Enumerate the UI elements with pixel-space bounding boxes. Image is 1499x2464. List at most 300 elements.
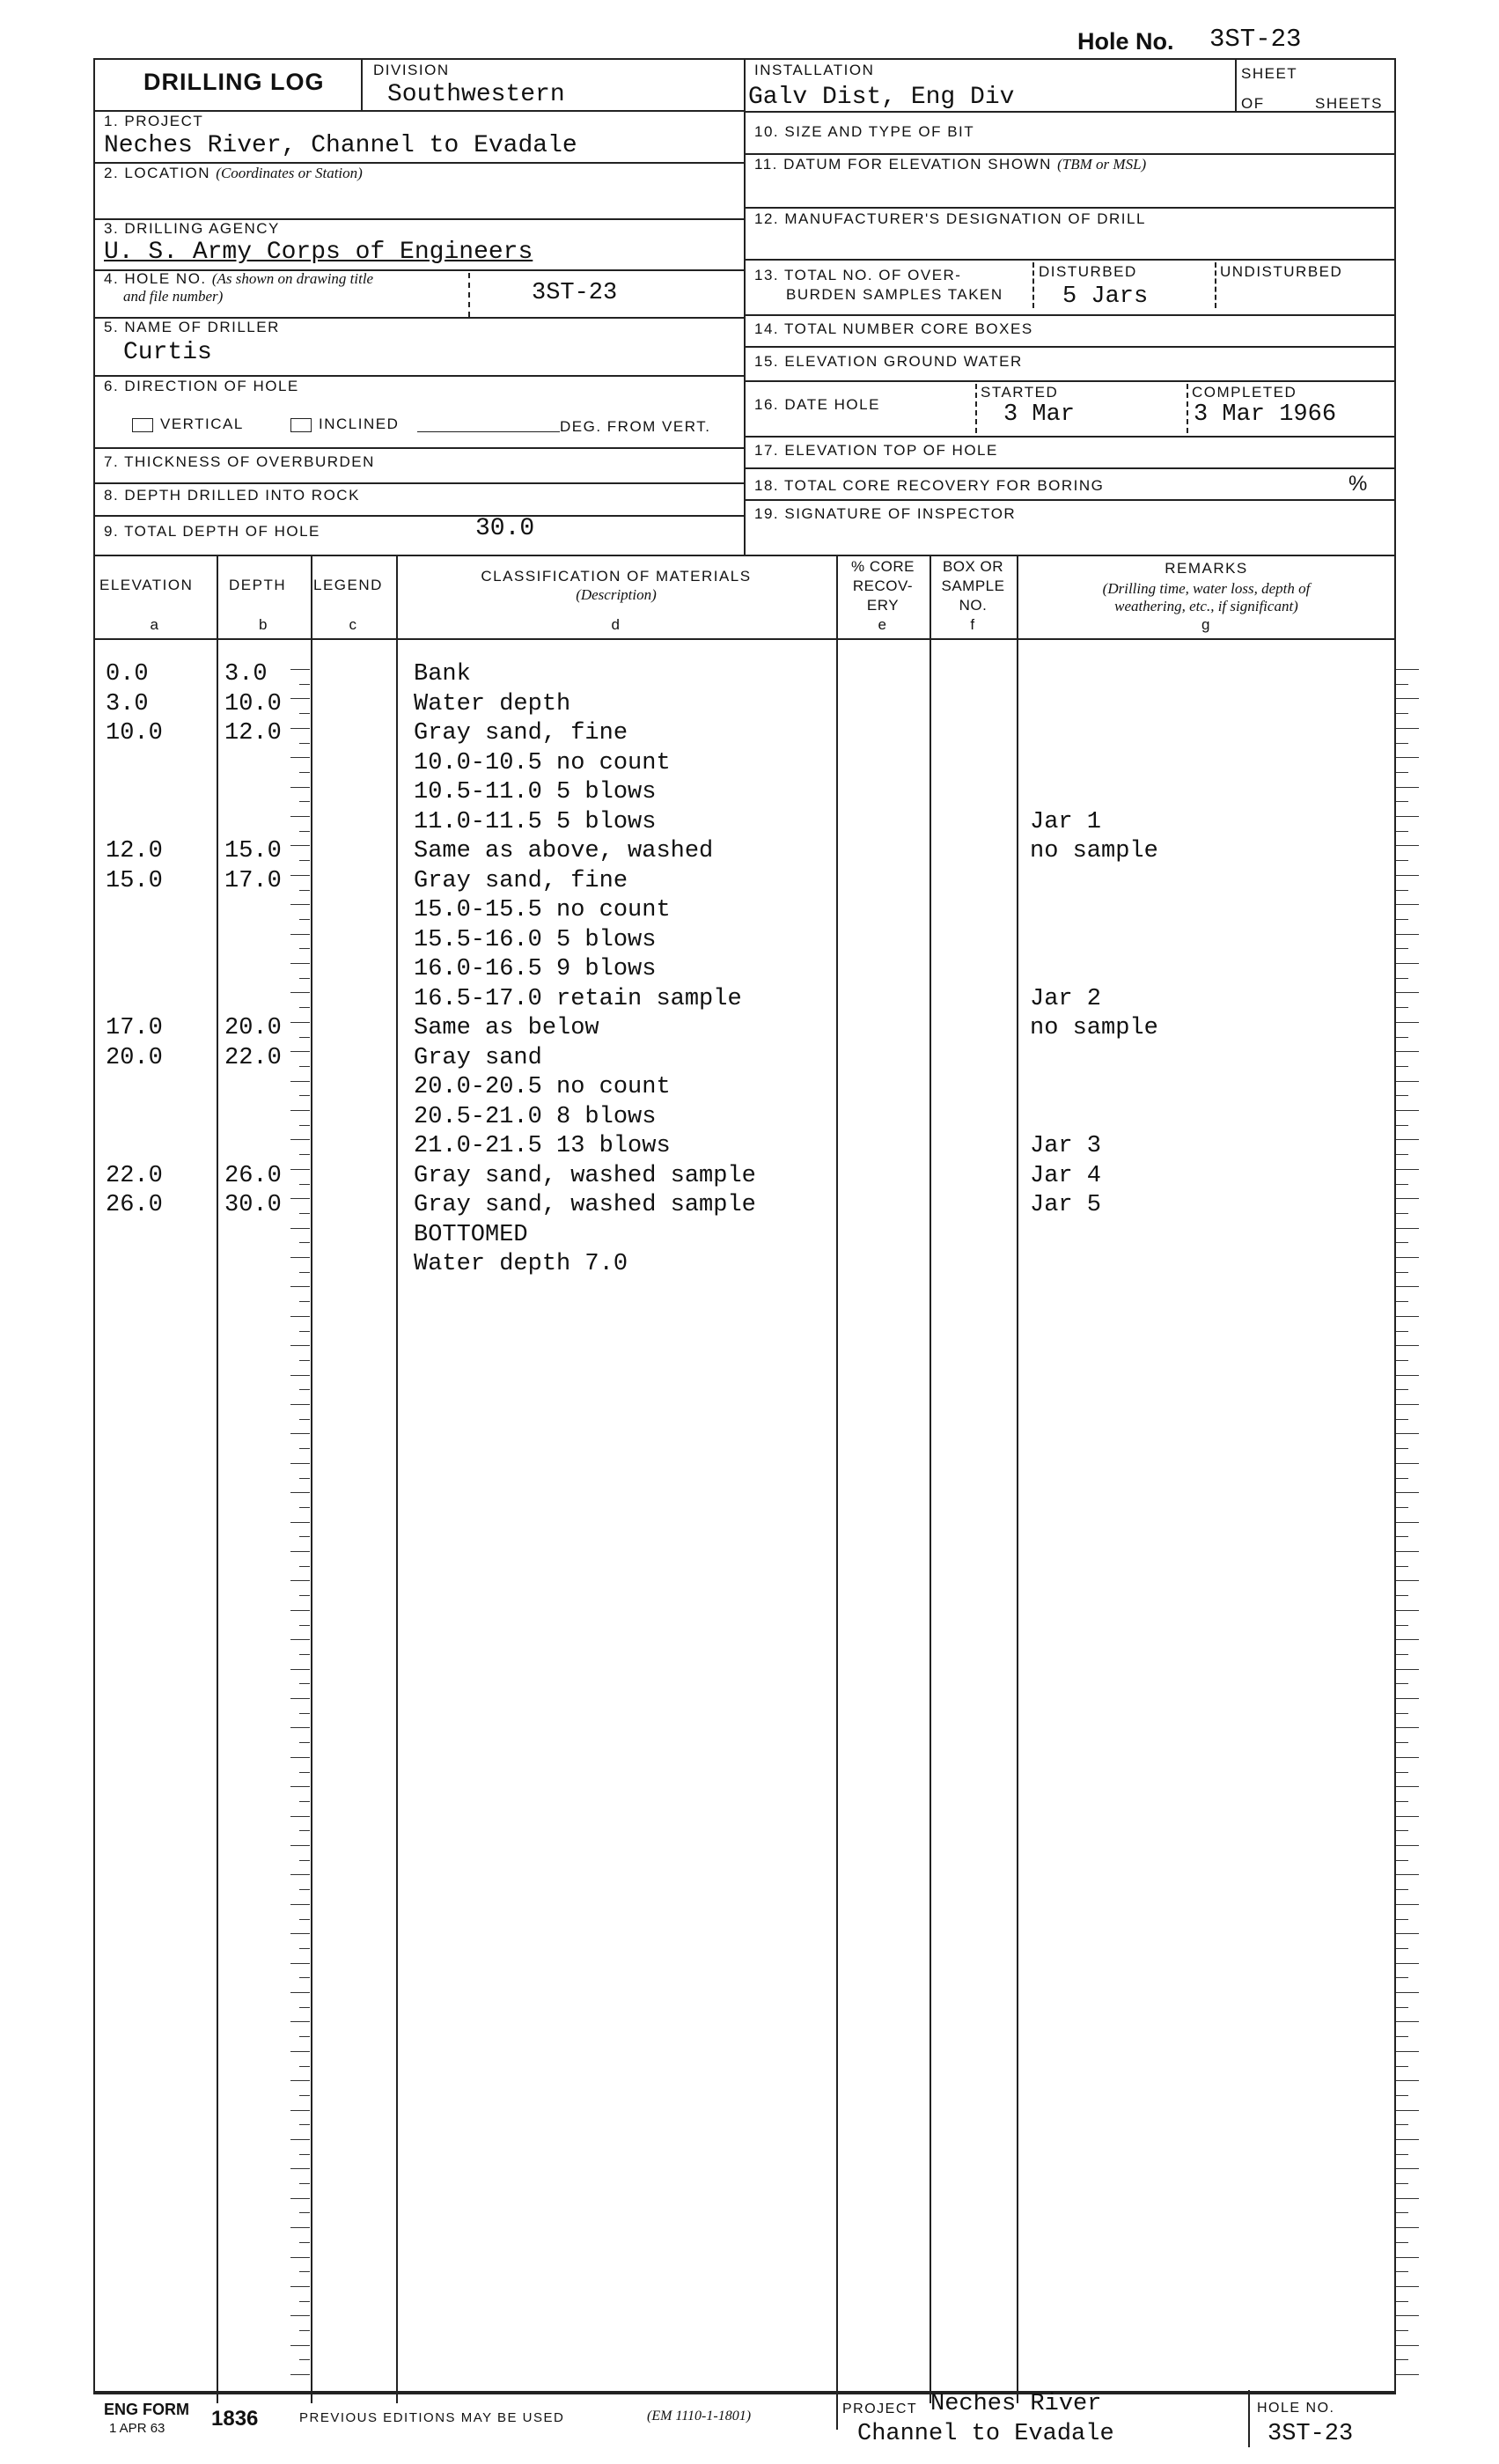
depth-tick bbox=[290, 1257, 310, 1258]
margin-tick bbox=[1396, 2330, 1408, 2331]
margin-tick bbox=[1396, 2271, 1408, 2272]
col-classification: CLASSIFICATION OF MATERIALS bbox=[481, 568, 752, 585]
depth-tick bbox=[299, 2183, 310, 2184]
margin-tick bbox=[1396, 2139, 1419, 2140]
margin-tick bbox=[1396, 860, 1408, 861]
margin-tick bbox=[1396, 2095, 1408, 2096]
installation-value: Galv Dist, Eng Div bbox=[748, 84, 1015, 111]
depth-tick bbox=[299, 2007, 310, 2008]
footer-project-label: PROJECT bbox=[842, 2401, 918, 2416]
footer-form: ENG FORM bbox=[104, 2401, 189, 2418]
footer-form-no: 1836 bbox=[211, 2407, 259, 2431]
recovery-label: 18. TOTAL CORE RECOVERY FOR BORING bbox=[754, 477, 1105, 494]
col-remarks: REMARKS bbox=[1165, 560, 1248, 577]
depth-tick bbox=[299, 1331, 310, 1332]
margin-tick bbox=[1396, 1948, 1408, 1949]
depth-tick bbox=[290, 1727, 310, 1728]
margin-tick bbox=[1396, 1551, 1419, 1552]
margin-tick bbox=[1396, 1404, 1419, 1405]
margin-tick bbox=[1396, 831, 1408, 832]
depth-tick bbox=[299, 1213, 310, 1214]
signature-label: 19. SIGNATURE OF INSPECTOR bbox=[754, 505, 1017, 522]
col-letter-c: c bbox=[349, 616, 358, 633]
col-letter-a: a bbox=[150, 616, 160, 633]
margin-tick bbox=[1396, 2168, 1419, 2169]
margin-tick bbox=[1396, 1522, 1419, 1523]
margin-tick bbox=[1396, 1933, 1419, 1934]
margin-tick bbox=[1396, 1419, 1408, 1420]
margin-tick bbox=[1396, 787, 1419, 788]
depth-tick bbox=[290, 1228, 310, 1229]
depth-tick bbox=[290, 875, 310, 876]
margin-tick bbox=[1396, 1977, 1408, 1978]
margin-tick bbox=[1396, 1816, 1419, 1817]
margin-tick bbox=[1396, 1272, 1408, 1273]
footer-project-line1: Neches River bbox=[930, 2391, 1102, 2417]
vertical-option[interactable]: VERTICAL bbox=[132, 416, 244, 433]
margin-tick bbox=[1396, 2007, 1408, 2008]
margin-tick bbox=[1396, 2374, 1419, 2375]
margin-tick bbox=[1396, 2036, 1408, 2037]
margin-tick bbox=[1396, 2066, 1408, 2067]
col-core-3: ERY bbox=[866, 597, 900, 614]
footer-em: (EM 1110-1-1801) bbox=[647, 2409, 752, 2424]
margin-tick bbox=[1396, 1772, 1408, 1773]
row-description: Bank bbox=[414, 661, 471, 688]
depth-tick bbox=[299, 1007, 310, 1008]
elev-top-label: 17. ELEVATION TOP OF HOLE bbox=[754, 442, 998, 459]
division-label: DIVISION bbox=[373, 62, 450, 78]
depth-tick bbox=[299, 1272, 310, 1273]
depth-tick bbox=[290, 1433, 310, 1434]
disturbed-label: DISTURBED bbox=[1039, 263, 1137, 280]
depth-tick bbox=[290, 1110, 310, 1111]
margin-tick bbox=[1396, 1683, 1408, 1684]
margin-tick bbox=[1396, 1286, 1419, 1287]
depth-tick bbox=[290, 1022, 310, 1023]
margin-tick bbox=[1396, 1874, 1419, 1875]
col-box-3: NO. bbox=[959, 597, 988, 614]
col-box-1: BOX OR bbox=[942, 558, 1004, 575]
hole-no-label: Hole No. bbox=[1077, 28, 1174, 55]
row-description: Gray sand, washed sample bbox=[414, 1163, 756, 1189]
margin-tick bbox=[1396, 2124, 1408, 2125]
margin-tick bbox=[1396, 1492, 1419, 1493]
depth-tick bbox=[290, 1639, 310, 1640]
margin-tick bbox=[1396, 1860, 1408, 1861]
margin-tick bbox=[1396, 1566, 1408, 1567]
row-remark: no sample bbox=[1030, 1015, 1158, 1041]
holeno-value: 3ST-23 bbox=[532, 280, 618, 306]
depth-tick bbox=[299, 1095, 310, 1096]
depth-tick bbox=[290, 992, 310, 993]
row-depth: 15.0 bbox=[224, 838, 282, 864]
margin-tick bbox=[1396, 992, 1419, 993]
inclined-option[interactable]: INCLINED bbox=[290, 416, 399, 433]
driller-label: 5. NAME OF DRILLER bbox=[104, 319, 280, 335]
margin-tick bbox=[1396, 1433, 1419, 1434]
depth-tick bbox=[290, 1316, 310, 1317]
started-value: 3 Mar bbox=[1003, 401, 1076, 428]
row-depth: 22.0 bbox=[224, 1045, 282, 1071]
depth-tick bbox=[299, 1801, 310, 1802]
row-description: 16.5-17.0 retain sample bbox=[414, 986, 742, 1012]
margin-tick bbox=[1396, 757, 1419, 758]
margin-tick bbox=[1396, 1801, 1408, 1802]
margin-tick bbox=[1396, 2212, 1408, 2213]
margin-tick bbox=[1396, 1580, 1419, 1581]
hole-no-value: 3ST-23 bbox=[1209, 25, 1302, 54]
margin-tick bbox=[1396, 1742, 1408, 1743]
margin-tick bbox=[1396, 728, 1419, 729]
row-description: Water depth 7.0 bbox=[414, 1251, 628, 1277]
row-elevation: 0.0 bbox=[106, 661, 149, 688]
depth-tick bbox=[290, 1463, 310, 1464]
margin-tick bbox=[1396, 669, 1419, 670]
depth-tick bbox=[299, 1419, 310, 1420]
margin-tick bbox=[1396, 904, 1419, 905]
depth-tick bbox=[290, 1404, 310, 1405]
margin-tick bbox=[1396, 801, 1408, 802]
inclined-checkbox[interactable] bbox=[290, 418, 312, 432]
margin-tick bbox=[1396, 1845, 1419, 1846]
margin-tick bbox=[1396, 1242, 1408, 1243]
margin-tick bbox=[1396, 1125, 1408, 1126]
margin-tick bbox=[1396, 1904, 1419, 1905]
row-description: Water depth bbox=[414, 691, 571, 717]
margin-tick bbox=[1396, 1316, 1419, 1317]
depth-tick bbox=[299, 1125, 310, 1126]
deg-label: DEG. FROM VERT. bbox=[560, 418, 711, 435]
row-remark: Jar 4 bbox=[1030, 1163, 1102, 1189]
disturbed-value: 5 Jars bbox=[1062, 283, 1149, 310]
depth-tick bbox=[299, 948, 310, 949]
depth-tick bbox=[290, 1845, 310, 1846]
row-description: Same as above, washed bbox=[414, 838, 714, 864]
margin-tick bbox=[1396, 1184, 1408, 1185]
margin-tick bbox=[1396, 1037, 1408, 1038]
row-description: Gray sand, fine bbox=[414, 720, 628, 747]
col-remarks-note-1: (Drilling time, water loss, depth of bbox=[1102, 580, 1311, 597]
depth-tick bbox=[299, 860, 310, 861]
depth-tick bbox=[290, 2110, 310, 2111]
margin-tick bbox=[1396, 845, 1419, 846]
row-description: Same as below bbox=[414, 1015, 599, 1041]
col-letter-g: g bbox=[1201, 616, 1211, 633]
margin-tick bbox=[1396, 684, 1408, 685]
total-depth-label: 9. TOTAL DEPTH OF HOLE bbox=[104, 523, 320, 540]
depth-tick bbox=[290, 2315, 310, 2316]
depth-tick bbox=[299, 1360, 310, 1361]
margin-tick bbox=[1396, 1066, 1408, 1067]
row-description: Gray sand, fine bbox=[414, 868, 628, 894]
row-elevation: 10.0 bbox=[106, 720, 163, 747]
depth-tick bbox=[290, 1051, 310, 1052]
footer-form-date: 1 APR 63 bbox=[109, 2421, 165, 2436]
depth-tick bbox=[290, 963, 310, 964]
margin-tick bbox=[1396, 1639, 1419, 1640]
margin-tick bbox=[1396, 1448, 1408, 1449]
depth-tick bbox=[299, 1742, 310, 1743]
depth-tick bbox=[299, 1448, 310, 1449]
depth-tick bbox=[290, 2198, 310, 2199]
depth-tick bbox=[299, 919, 310, 920]
depth-tick bbox=[299, 1889, 310, 1890]
row-depth: 10.0 bbox=[224, 691, 282, 717]
completed-label: COMPLETED bbox=[1192, 384, 1297, 401]
margin-tick bbox=[1396, 1154, 1408, 1155]
col-elevation: ELEVATION bbox=[99, 577, 194, 593]
of-label: OF bbox=[1241, 95, 1265, 112]
form-title: DRILLING LOG bbox=[143, 69, 325, 95]
row-depth: 20.0 bbox=[224, 1015, 282, 1041]
margin-tick bbox=[1396, 1963, 1419, 1964]
depth-tick bbox=[290, 1169, 310, 1170]
margin-tick bbox=[1396, 1536, 1408, 1537]
row-description: 15.5-16.0 5 blows bbox=[414, 927, 657, 953]
margin-tick bbox=[1396, 1228, 1419, 1229]
col-depth: DEPTH bbox=[229, 577, 287, 593]
depth-tick bbox=[299, 1948, 310, 1949]
depth-tick bbox=[299, 2242, 310, 2243]
margin-tick bbox=[1396, 698, 1419, 699]
row-remark: Jar 2 bbox=[1030, 986, 1102, 1012]
depth-tick bbox=[299, 1037, 310, 1038]
col-letter-f: f bbox=[970, 616, 976, 633]
row-remark: Jar 1 bbox=[1030, 809, 1102, 835]
depth-tick bbox=[299, 713, 310, 714]
depth-tick bbox=[290, 698, 310, 699]
date-hole-label: 16. DATE HOLE bbox=[754, 396, 880, 413]
depth-tick bbox=[290, 1992, 310, 1993]
col-letter-b: b bbox=[259, 616, 268, 633]
margin-tick bbox=[1396, 1360, 1408, 1361]
depth-tick bbox=[299, 743, 310, 744]
groundwater-label: 15. ELEVATION GROUND WATER bbox=[754, 353, 1023, 370]
row-description: 16.0-16.5 9 blows bbox=[414, 956, 657, 982]
samples-label: 13. TOTAL NO. OF OVER- bbox=[754, 267, 962, 283]
depth-tick bbox=[299, 2359, 310, 2360]
depth-tick bbox=[299, 1595, 310, 1596]
depth-tick bbox=[299, 2271, 310, 2272]
depth-tick bbox=[299, 890, 310, 891]
depth-tick bbox=[290, 1522, 310, 1523]
bit-label: 10. SIZE AND TYPE OF BIT bbox=[754, 123, 975, 140]
row-description: BOTTOMED bbox=[414, 1222, 528, 1248]
depth-tick bbox=[290, 934, 310, 935]
depth-tick bbox=[290, 1757, 310, 1758]
margin-tick bbox=[1396, 1389, 1408, 1390]
depth-tick bbox=[299, 1242, 310, 1243]
depth-tick bbox=[290, 2021, 310, 2022]
depth-tick bbox=[299, 1566, 310, 1567]
depth-tick bbox=[290, 845, 310, 846]
margin-tick bbox=[1396, 1919, 1408, 1920]
agency-label: 3. DRILLING AGENCY bbox=[104, 220, 280, 237]
sheet-label: SHEET bbox=[1241, 65, 1298, 82]
margin-tick bbox=[1396, 2227, 1419, 2228]
depth-tick bbox=[299, 1478, 310, 1479]
row-remark: Jar 3 bbox=[1030, 1133, 1102, 1159]
margin-tick bbox=[1396, 919, 1408, 920]
margin-tick bbox=[1396, 1081, 1419, 1082]
footer-hole-value: 3ST-23 bbox=[1268, 2421, 1354, 2447]
margin-tick bbox=[1396, 1610, 1419, 1611]
depth-tick bbox=[290, 2374, 310, 2375]
margin-tick bbox=[1396, 1889, 1408, 1890]
depth-tick bbox=[299, 1066, 310, 1067]
margin-tick bbox=[1396, 1698, 1419, 1699]
depth-tick bbox=[299, 831, 310, 832]
margin-tick bbox=[1396, 2257, 1419, 2258]
depth-tick bbox=[299, 684, 310, 685]
depth-tick bbox=[290, 2257, 310, 2258]
depth-tick bbox=[299, 2301, 310, 2302]
margin-tick bbox=[1396, 1713, 1408, 1714]
margin-tick bbox=[1396, 1830, 1408, 1831]
margin-tick bbox=[1396, 1007, 1408, 1008]
margin-tick bbox=[1396, 963, 1419, 964]
project-value: Neches River, Channel to Evadale bbox=[104, 132, 577, 159]
margin-tick bbox=[1396, 1198, 1419, 1199]
depth-tick bbox=[299, 1683, 310, 1684]
margin-tick bbox=[1396, 1625, 1408, 1626]
margin-tick bbox=[1396, 1169, 1419, 1170]
depth-tick bbox=[299, 1625, 310, 1626]
row-depth: 3.0 bbox=[224, 661, 268, 688]
margin-tick bbox=[1396, 948, 1408, 949]
margin-tick bbox=[1396, 1992, 1419, 1993]
agency-value: U. S. Army Corps of Engineers bbox=[104, 239, 533, 266]
footer-hole-label: HOLE NO. bbox=[1257, 2401, 1335, 2416]
margin-tick bbox=[1396, 875, 1419, 876]
margin-tick bbox=[1396, 1331, 1408, 1332]
margin-tick bbox=[1396, 1375, 1419, 1376]
depth-tick bbox=[299, 2095, 310, 2096]
margin-tick bbox=[1396, 1669, 1419, 1670]
depth-tick bbox=[290, 1874, 310, 1875]
margin-tick bbox=[1396, 2286, 1419, 2287]
margin-tick bbox=[1396, 978, 1408, 979]
margin-tick bbox=[1396, 2110, 1419, 2111]
margin-tick bbox=[1396, 2154, 1408, 2155]
depth-tick bbox=[290, 1610, 310, 1611]
row-description: 20.5-21.0 8 blows bbox=[414, 1104, 657, 1130]
row-depth: 30.0 bbox=[224, 1192, 282, 1218]
footer-previous: PREVIOUS EDITIONS MAY BE USED bbox=[299, 2410, 565, 2425]
margin-tick bbox=[1396, 1051, 1419, 1052]
col-classification-note: (Description) bbox=[576, 586, 657, 603]
depth-tick bbox=[290, 1286, 310, 1287]
col-letter-e: e bbox=[878, 616, 888, 633]
depth-tick bbox=[290, 1375, 310, 1376]
row-description: Gray sand, washed sample bbox=[414, 1192, 756, 1218]
depth-tick bbox=[299, 1772, 310, 1773]
depth-tick bbox=[290, 1669, 310, 1670]
depth-tick bbox=[299, 1389, 310, 1390]
depth-tick bbox=[299, 2036, 310, 2037]
margin-tick bbox=[1396, 1478, 1408, 1479]
row-remark: Jar 5 bbox=[1030, 1192, 1102, 1218]
margin-tick bbox=[1396, 1139, 1419, 1140]
depth-tick bbox=[290, 1786, 310, 1787]
division-value: Southwestern bbox=[387, 81, 565, 108]
depth-tick bbox=[290, 904, 310, 905]
row-elevation: 3.0 bbox=[106, 691, 149, 717]
margin-tick bbox=[1396, 1095, 1408, 1096]
margin-tick bbox=[1396, 2359, 1408, 2360]
depth-tick bbox=[299, 1830, 310, 1831]
depth-tick bbox=[290, 1198, 310, 1199]
row-elevation: 20.0 bbox=[106, 1045, 163, 1071]
holeno-note: and file number) bbox=[123, 288, 224, 305]
percent-sign: % bbox=[1348, 472, 1368, 496]
margin-tick bbox=[1396, 772, 1408, 773]
completed-value: 3 Mar 1966 bbox=[1194, 401, 1337, 428]
margin-tick bbox=[1396, 1257, 1419, 1258]
depth-tick bbox=[299, 1154, 310, 1155]
depth-tick bbox=[290, 1904, 310, 1905]
depth-tick bbox=[290, 2051, 310, 2052]
row-elevation: 22.0 bbox=[106, 1163, 163, 1189]
col-core-2: RECOV- bbox=[852, 577, 914, 594]
margin-tick bbox=[1396, 1022, 1419, 1023]
depth-tick bbox=[290, 1816, 310, 1817]
depth-tick bbox=[299, 978, 310, 979]
row-elevation: 17.0 bbox=[106, 1015, 163, 1041]
footer-project-line2: Channel to Evadale bbox=[857, 2421, 1114, 2447]
col-box-2: SAMPLE bbox=[941, 577, 1005, 594]
margin-tick bbox=[1396, 890, 1408, 891]
depth-tick bbox=[299, 1713, 310, 1714]
depth-tick bbox=[299, 1919, 310, 1920]
core-boxes-label: 14. TOTAL NUMBER CORE BOXES bbox=[754, 320, 1033, 337]
depth-tick bbox=[290, 669, 310, 670]
margin-tick bbox=[1396, 1757, 1419, 1758]
depth-tick bbox=[299, 1301, 310, 1302]
direction-label: 6. DIRECTION OF HOLE bbox=[104, 378, 299, 394]
depth-tick bbox=[290, 2139, 310, 2140]
margin-tick bbox=[1396, 2051, 1419, 2052]
location-label: 2. LOCATION (Coordinates or Station) bbox=[104, 165, 363, 181]
holeno-label: 4. HOLE NO. (As shown on drawing title bbox=[104, 270, 374, 287]
sheets-label: SHEETS bbox=[1315, 95, 1384, 112]
project-label: 1. PROJECT bbox=[104, 113, 204, 129]
row-description: 21.0-21.5 13 blows bbox=[414, 1133, 671, 1159]
depth-tick bbox=[290, 2345, 310, 2346]
depth-tick bbox=[290, 1081, 310, 1082]
margin-tick bbox=[1396, 1727, 1419, 1728]
started-label: STARTED bbox=[981, 384, 1059, 401]
overburden-label: 7. THICKNESS OF OVERBURDEN bbox=[104, 453, 375, 470]
depth-tick bbox=[299, 1860, 310, 1861]
depth-tick bbox=[299, 1654, 310, 1655]
depth-tick bbox=[299, 2124, 310, 2125]
margin-tick bbox=[1396, 2301, 1408, 2302]
depth-tick bbox=[290, 1139, 310, 1140]
depth-tick bbox=[290, 2080, 310, 2081]
vertical-checkbox[interactable] bbox=[132, 418, 153, 432]
depth-tick bbox=[290, 2227, 310, 2228]
row-description: 10.5-11.0 5 blows bbox=[414, 779, 657, 805]
row-depth: 17.0 bbox=[224, 868, 282, 894]
margin-tick bbox=[1396, 2183, 1408, 2184]
depth-tick bbox=[299, 2154, 310, 2155]
margin-tick bbox=[1396, 1463, 1419, 1464]
row-depth: 12.0 bbox=[224, 720, 282, 747]
total-depth-value: 30.0 bbox=[475, 515, 535, 542]
row-description: 20.0-20.5 no count bbox=[414, 1074, 671, 1100]
